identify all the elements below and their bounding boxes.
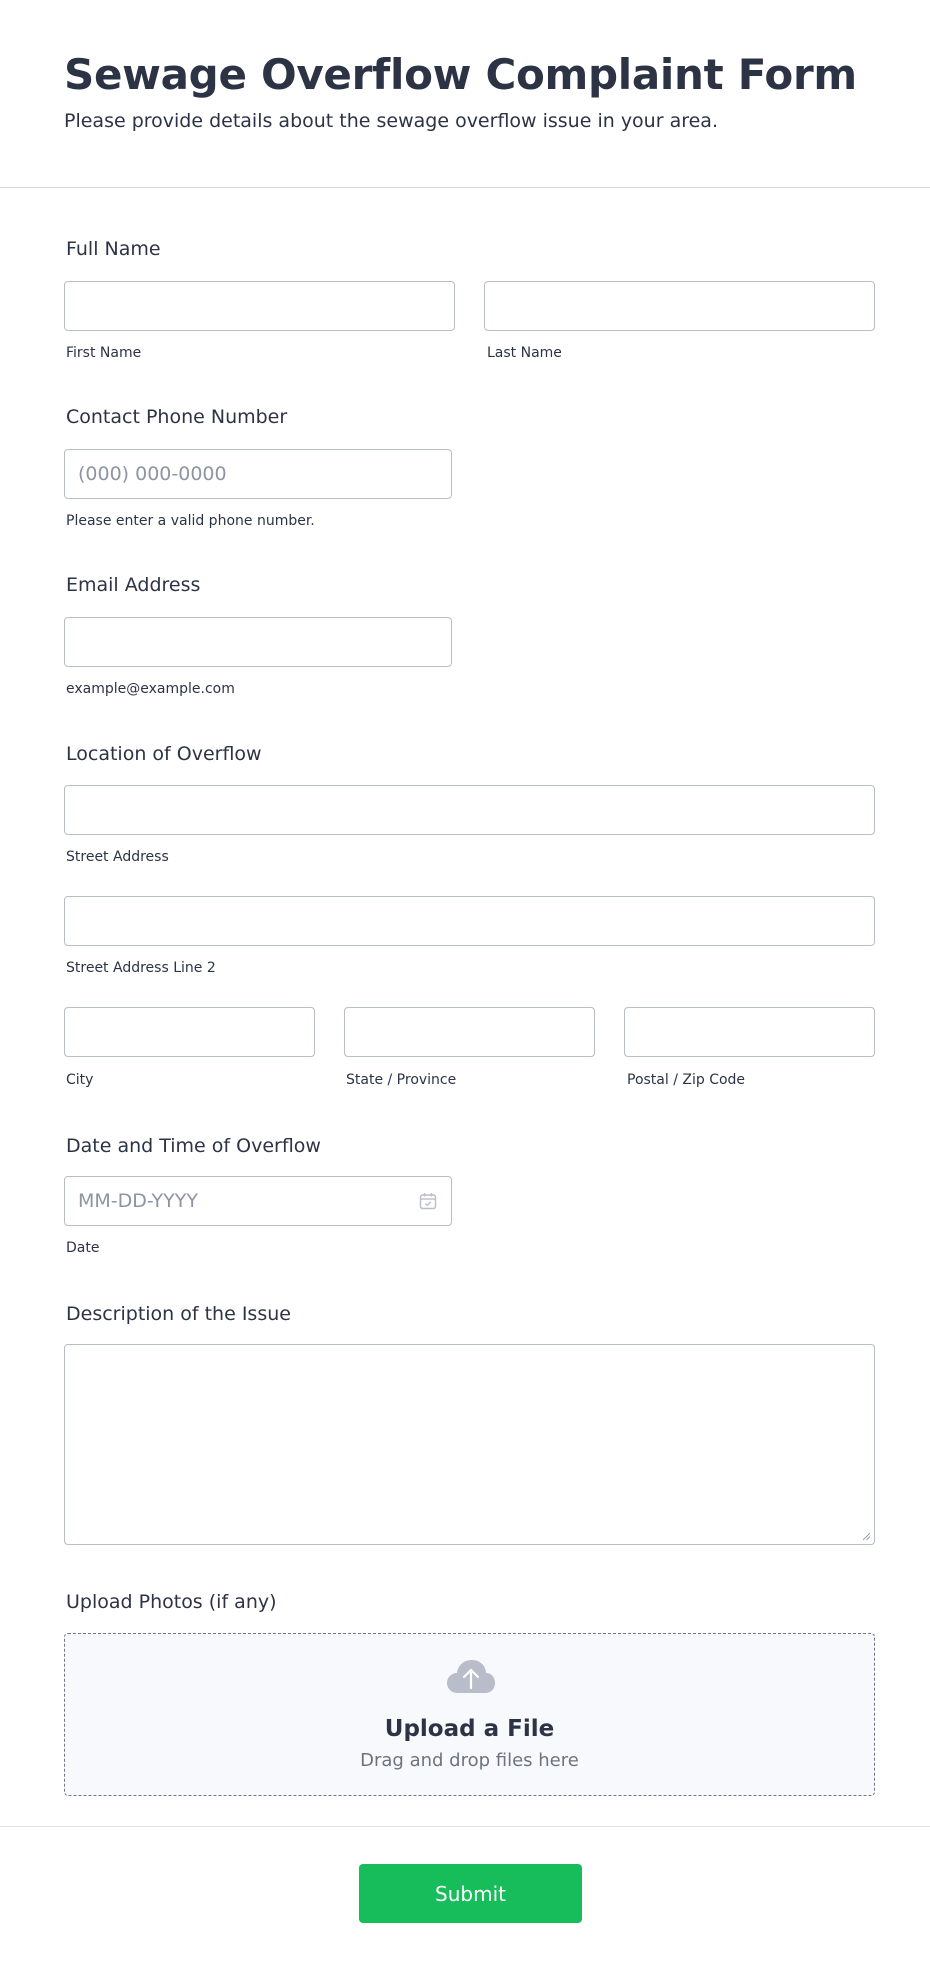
phone-label: Contact Phone Number <box>66 406 288 428</box>
upload-hint: Drag and drop files here <box>360 1750 579 1771</box>
phone-placeholder: (000) 000-0000 <box>78 463 227 485</box>
first-name-sublabel: First Name <box>66 345 142 361</box>
email-input[interactable] <box>64 617 452 667</box>
last-name-input[interactable] <box>484 281 875 331</box>
date-sublabel: Date <box>66 1240 100 1256</box>
first-name-input[interactable] <box>64 281 455 331</box>
city-sublabel: City <box>66 1072 94 1088</box>
description-textarea[interactable] <box>64 1344 875 1545</box>
file-upload-dropzone[interactable] <box>64 1633 875 1796</box>
date-placeholder: MM-DD-YYYY <box>78 1190 198 1212</box>
street-address-line2-sublabel: Street Address Line 2 <box>66 960 216 976</box>
email-hint: example@example.com <box>66 681 235 697</box>
resize-handle-icon[interactable] <box>861 1531 871 1541</box>
calendar-icon[interactable] <box>419 1192 437 1210</box>
datetime-label: Date and Time of Overflow <box>66 1135 321 1157</box>
street-address-input[interactable] <box>64 785 875 835</box>
zip-input[interactable] <box>624 1007 875 1057</box>
state-input[interactable] <box>344 1007 595 1057</box>
description-label: Description of the Issue <box>66 1303 291 1325</box>
date-input[interactable] <box>64 1176 452 1226</box>
email-label: Email Address <box>66 574 201 596</box>
cloud-upload-icon <box>446 1659 496 1695</box>
upload-label: Upload Photos (if any) <box>66 1591 277 1613</box>
city-input[interactable] <box>64 1007 315 1057</box>
street-address-line2-input[interactable] <box>64 896 875 946</box>
phone-hint: Please enter a valid phone number. <box>66 513 315 529</box>
upload-title: Upload a File <box>384 1716 555 1742</box>
form-header <box>0 0 930 188</box>
street-address-sublabel: Street Address <box>66 849 169 865</box>
full-name-label: Full Name <box>66 238 161 260</box>
form-title: Sewage Overflow Complaint Form <box>64 50 857 99</box>
state-sublabel: State / Province <box>346 1072 457 1088</box>
location-label: Location of Overflow <box>66 743 262 765</box>
zip-sublabel: Postal / Zip Code <box>627 1072 746 1088</box>
submit-button[interactable]: Submit <box>359 1864 582 1923</box>
phone-input[interactable] <box>64 449 452 499</box>
footer-divider <box>0 1826 930 1827</box>
last-name-sublabel: Last Name <box>487 345 562 361</box>
form-subtitle: Please provide details about the sewage overflow issue in your area. <box>64 110 718 132</box>
